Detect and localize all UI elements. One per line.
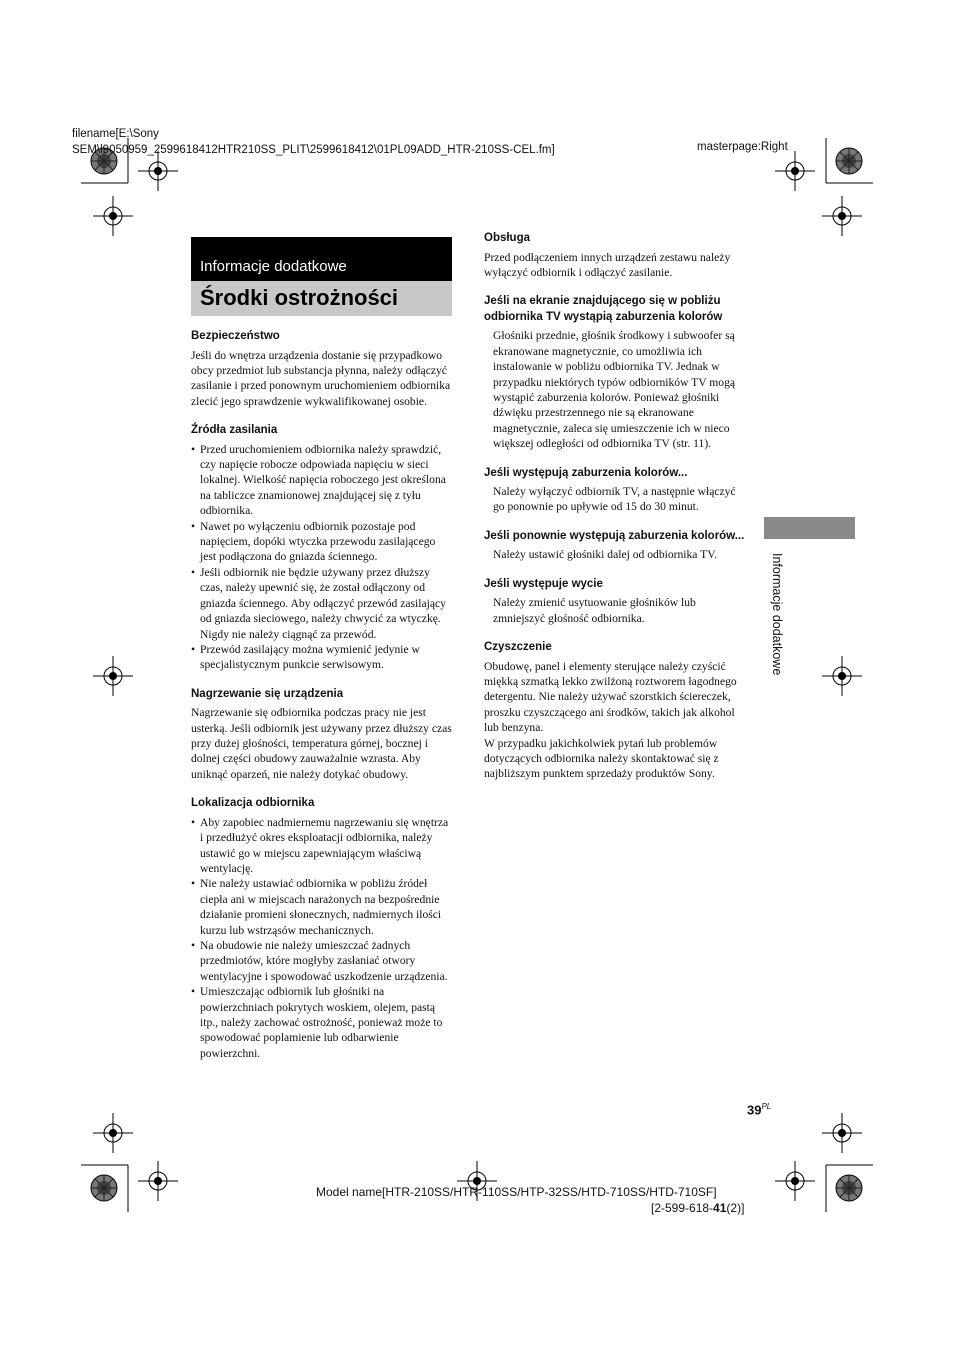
text-wystepuja: Należy wyłączyć odbiornik TV, a następnie włączyć go ponownie po upływie od 15 do 30 minut. [493,485,736,514]
page-title-banner [191,281,452,316]
footer-code-prefix: [2-599-618- [651,1201,714,1215]
section-tab [764,517,855,539]
footer-code-bold: 41 [713,1201,727,1215]
list-item: • Jeśli odbiornik nie będzie używany przez dłuższy czas, należy upewnić się, że został odłączony od gniazda ściennego. Aby odłączyć przewód zasilający od gniazda sieciowego, należy chwycić za wtyczkę. Nigdy nie należy ciągnąć za przewód. [191,565,453,642]
heading-czyszczenie: Czyszczenie [484,641,552,654]
text-bezpieczenstwo: Jeśli do wnętrza urządzenia dostanie się przypadkowo obcy przedmiot lub substancja płynna, należy odłączyć zasilanie i przed ponownym uruchomieniem odbiornika zlecić jego sprawdzenie wykwalifikowanej osobie. [191,348,451,408]
heading-wystepuja: Jeśli występują zaburzenia kolorów... [484,466,688,479]
side-tab-label: Informacje dodatkowe [770,553,784,676]
page-number-value: 39 [747,1102,762,1118]
list-item: • Umieszczając odbiornik lub głośniki na powierzchniach pokrytych woskiem, olejem, pastą itp., należy zachować ostrożność, ponieważ może to spowodować poplamienie lub odbarwienie powierzchni. [191,984,453,1061]
heading-zrodla: Źródła zasilania [191,424,278,437]
heading-obsluga: Obsługa [484,232,531,244]
footer-code-suffix: (2)] [726,1201,745,1215]
left-column [191,329,453,1061]
heading-zaburzenia: Jeśli na ekranie znajdującego się w pobliżu odbiornika TV wystąpią zaburzenia kolorów [484,295,723,323]
list-item: • Nawet po wyłączeniu odbiornik pozostaje pod napięciem, dopóki wtyczka przewodu zasilającego jest podłączona do gniazda ściennego. [191,519,453,565]
page-number-suffix: PL [761,1102,772,1111]
text-zaburzenia: Głośniki przednie, głośnik środkowy i subwoofer są ekranowane magnetycznie, co umożliwia ich instalowanie w pobliżu odbiornika TV. Jednak w przypadku niektórych typów odbiorników TV mogą wystąpić zaburzenia kolorów. Ponieważ głośniki dźwięku przestrzennego nie są ekranowane magnetycznie, zaleca się umieszczenie ich w nieco większej odległości od odbiornika TV (str. 11). [493,329,736,451]
heading-bezpieczenstwo: Bezpieczeństwo [191,330,280,342]
heading-lokalizacja: Lokalizacja odbiornika [191,797,315,810]
masterpage-label: masterpage:Right [697,141,788,153]
file-path-line2: SEM\l9050959_2599618412HTR210SS_PLIT\2599618412\01PL09ADD_HTR-210SS-CEL.fm] [72,144,555,156]
right-column [484,231,746,782]
text-obsluga: Przed podłączeniem innych urządzeń zestawu należy wyłączyć odbiornik i odłączyć zasilanie. [484,250,731,279]
footer-code [651,1200,744,1216]
heading-ponownie: Jeśli ponownie występują zaburzenia kolorów... [484,529,745,542]
heading-wycie: Jeśli występuje wycie [484,577,603,590]
text-czyszczenie-1: Obudowę, panel i elementy sterujące należy czyścić miękką szmatką lekko zwilżoną roztworem łagodnego detergentu. Nie należy używać szorstkich ściereczek, proszku czyszczącego ani środków, takich jak alkohol lub benzyna. [484,659,737,735]
page-number [747,1102,771,1117]
list-item: • Na obudowie nie należy umieszczać żadnych przedmiotów, które mogłyby zasłaniać otwory wentylacyjne i spowodować uszkodzenie urządzenia. [191,938,453,984]
list-zrodla [191,442,453,673]
list-item: • Aby zapobiec nadmiernemu nagrzewaniu się wnętrza i przedłużyć okres eksploatacji odbiornika, należy ustawić go w miejscu zapewniającym właściwą wentylację. [191,815,453,877]
text-wycie: Należy zmienić usytuowanie głośników lub zmniejszyć głośność odbiornika. [493,596,696,625]
list-item: • Nie należy ustawiać odbiornika w pobliżu źródeł ciepła ani w miejscach narażonych na bezpośrednie działanie promieni słonecznych, nadmiernych ilości kurzu lub wstrząsów mechanicznych. [191,876,453,938]
section-banner-text: Informacje dodatkowe [200,258,347,275]
text-ponownie: Należy ustawić głośniki dalej od odbiornika TV. [493,548,717,562]
heading-nagrzewanie: Nagrzewanie się urządzenia [191,687,344,700]
list-lokalizacja [191,815,453,1062]
page-title: Środki ostrożności [200,285,399,310]
file-path [72,126,555,158]
section-banner [191,237,452,281]
footer-model: Model name[HTR-210SS/HTR-110SS/HTP-32SS/HTD-710SS/HTD-710SF] [316,1185,717,1199]
list-item: • Przed uruchomieniem odbiornika należy sprawdzić, czy napięcie robocze odpowiada napięciu w sieci lokalnej. Wielkość napięcia roboczego jest określona na tabliczce znamionowej znajdującej się z tyłu odbiornika. [191,442,453,519]
text-czyszczenie-2: W przypadku jakichkolwiek pytań lub problemów dotyczących odbiornika należy skontaktować się z najbliższym punktem sprzedaży produktów Sony. [484,736,719,781]
list-item: • Przewód zasilający można wymienić jedynie w specjalistycznym punkcie serwisowym. [191,642,453,673]
file-path-line1: filename[E:\Sony [72,128,159,140]
text-nagrzewanie: Nagrzewanie się odbiornika podczas pracy nie jest usterką. Jeśli odbiornik jest używany przez dłuższy czas przy dużej głośności, temperatura górnej, bocznej i dolnej części obudowy zauważalnie wzrasta. Aby uniknąć oparzeń, nie należy dotykać obudowy. [191,706,452,781]
